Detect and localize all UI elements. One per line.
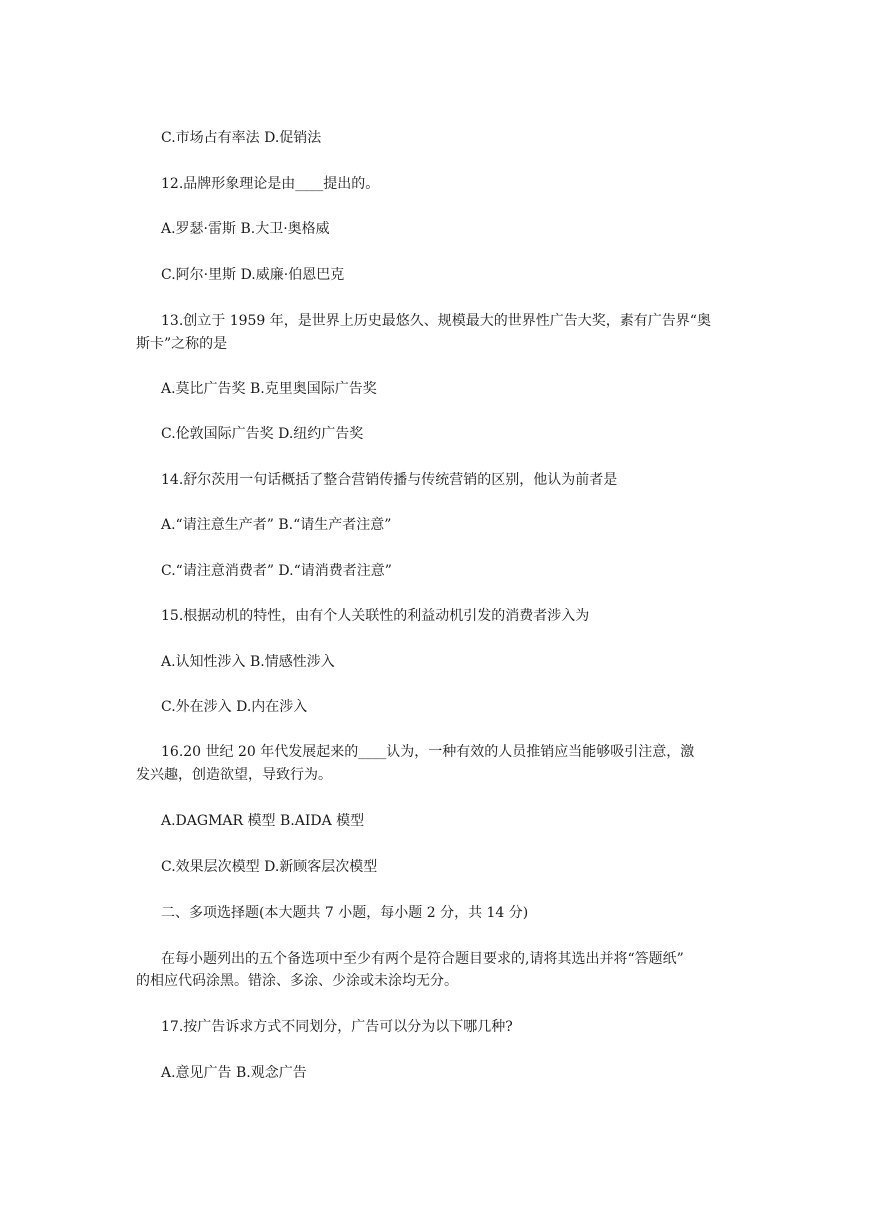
- option-line: C.阿尔·里斯 D.威廉·伯恩巴克: [161, 267, 345, 283]
- option-line: C.外在涉入 D.内在涉入: [161, 699, 308, 715]
- option-line: A.莫比广告奖 B.克里奥国际广告奖: [161, 381, 377, 397]
- option-line: C.市场占有率法 D.促销法: [161, 130, 322, 146]
- question-16-line-1: 16.20 世纪 20 年代发展起来的____认为，一种有效的人员推销应当能够吸引注意，激: [161, 744, 695, 760]
- option-line: C.“请注意消费者” D.“请消费者注意”: [161, 563, 392, 579]
- option-line: A.DAGMAR 模型 B.AIDA 模型: [161, 813, 365, 829]
- option-line: A.认知性涉入 B.情感性涉入: [161, 654, 335, 670]
- question-16-line-2: 发兴趣，创造欲望，导致行为。: [136, 767, 332, 783]
- question-15: 15.根据动机的特性，由有个人关联性的利益动机引发的消费者涉入为: [161, 608, 590, 624]
- question-17: 17.按广告诉求方式不同划分，广告可以分为以下哪几种?: [161, 1019, 513, 1035]
- instructions-line-2: 的相应代码涂黑。错涂、多涂、少涂或未涂均无分。: [136, 973, 458, 989]
- option-line: C.伦敦国际广告奖 D.纽约广告奖: [161, 426, 364, 442]
- option-line: A.“请注意生产者” B.“请生产者注意”: [161, 517, 392, 533]
- section-heading: 二、多项选择题(本大题共 7 小题，每小题 2 分，共 14 分): [161, 905, 529, 921]
- question-13-line-2: 斯卡”之称的是: [136, 336, 228, 352]
- option-line: A.罗瑟·雷斯 B.大卫·奥格威: [161, 221, 330, 237]
- option-line: C.效果层次模型 D.新顾客层次模型: [161, 859, 378, 875]
- question-12: 12.品牌形象理论是由____提出的。: [161, 176, 380, 192]
- option-line: A.意见广告 B.观念广告: [161, 1065, 307, 1081]
- instructions-line-1: 在每小题列出的五个备选项中至少有两个是符合题目要求的,请将其选出并将“答题纸”: [161, 951, 684, 967]
- question-14: 14.舒尔茨用一句话概括了整合营销传播与传统营销的区别，他认为前者是: [161, 472, 618, 488]
- question-13-line-1: 13.创立于 1959 年，是世界上历史最悠久、规模最大的世界性广告大奖，素有广告界“奥: [161, 313, 711, 329]
